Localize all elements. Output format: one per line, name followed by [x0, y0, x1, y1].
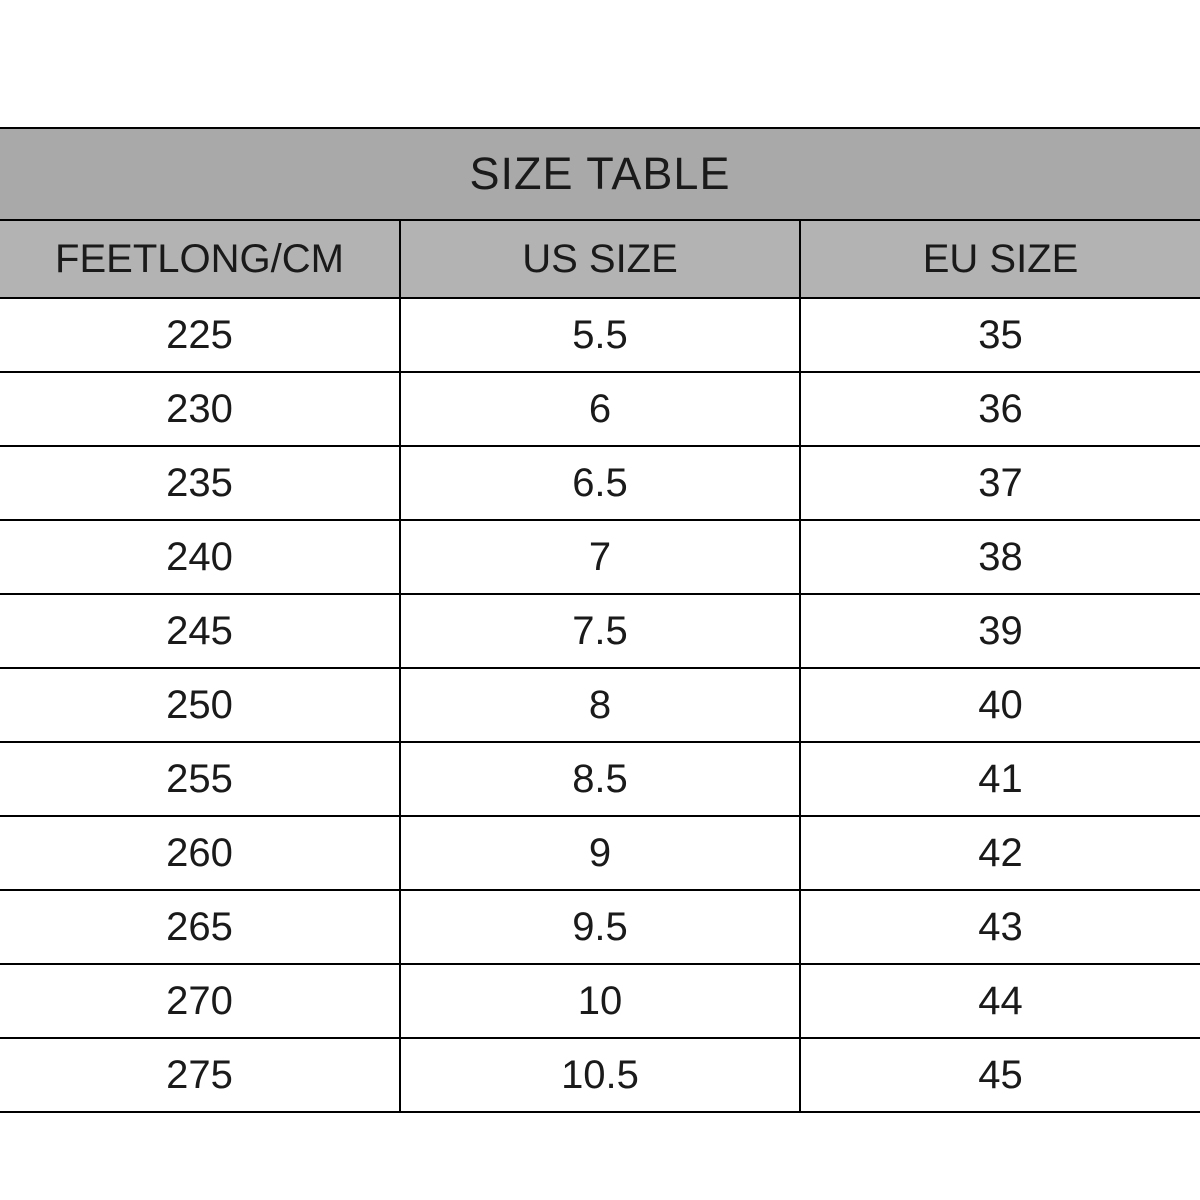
cell-us-size: 7.5: [400, 594, 800, 668]
cell-us-size: 8: [400, 668, 800, 742]
cell-eu-size: 41: [800, 742, 1200, 816]
cell-eu-size: 39: [800, 594, 1200, 668]
column-header-eu-size: EU SIZE: [800, 220, 1200, 298]
cell-feetlong: 255: [0, 742, 400, 816]
cell-feetlong: 225: [0, 298, 400, 372]
table-header-row: [0, 220, 1200, 298]
table-row: [0, 520, 1200, 594]
cell-eu-size: 35: [800, 298, 1200, 372]
cell-us-size: 5.5: [400, 298, 800, 372]
cell-us-size: 7: [400, 520, 800, 594]
cell-feetlong: 230: [0, 372, 400, 446]
cell-eu-size: 40: [800, 668, 1200, 742]
table-row: [0, 594, 1200, 668]
cell-us-size: 10.5: [400, 1038, 800, 1112]
cell-feetlong: 260: [0, 816, 400, 890]
cell-us-size: 6: [400, 372, 800, 446]
size-table-container: [0, 127, 1200, 1113]
table-row: [0, 446, 1200, 520]
column-header-feetlong: FEETLONG/CM: [0, 220, 400, 298]
cell-us-size: 8.5: [400, 742, 800, 816]
cell-feetlong: 240: [0, 520, 400, 594]
table-row: [0, 1038, 1200, 1112]
table-row: [0, 964, 1200, 1038]
cell-us-size: 9.5: [400, 890, 800, 964]
cell-feetlong: 270: [0, 964, 400, 1038]
cell-us-size: 10: [400, 964, 800, 1038]
cell-feetlong: 265: [0, 890, 400, 964]
cell-eu-size: 43: [800, 890, 1200, 964]
cell-feetlong: 275: [0, 1038, 400, 1112]
column-header-us-size: US SIZE: [400, 220, 800, 298]
table-row: [0, 298, 1200, 372]
size-table-body: [0, 128, 1200, 1112]
cell-feetlong: 235: [0, 446, 400, 520]
table-row: [0, 668, 1200, 742]
page-title: SIZE TABLE: [0, 128, 1200, 220]
cell-feetlong: 250: [0, 668, 400, 742]
cell-eu-size: 42: [800, 816, 1200, 890]
cell-eu-size: 44: [800, 964, 1200, 1038]
cell-eu-size: 36: [800, 372, 1200, 446]
table-row: [0, 742, 1200, 816]
table-row: [0, 372, 1200, 446]
cell-us-size: 6.5: [400, 446, 800, 520]
table-title-row: [0, 128, 1200, 220]
cell-eu-size: 38: [800, 520, 1200, 594]
table-row: [0, 890, 1200, 964]
cell-eu-size: 37: [800, 446, 1200, 520]
cell-feetlong: 245: [0, 594, 400, 668]
table-row: [0, 816, 1200, 890]
cell-us-size: 9: [400, 816, 800, 890]
cell-eu-size: 45: [800, 1038, 1200, 1112]
size-table: [0, 127, 1200, 1113]
